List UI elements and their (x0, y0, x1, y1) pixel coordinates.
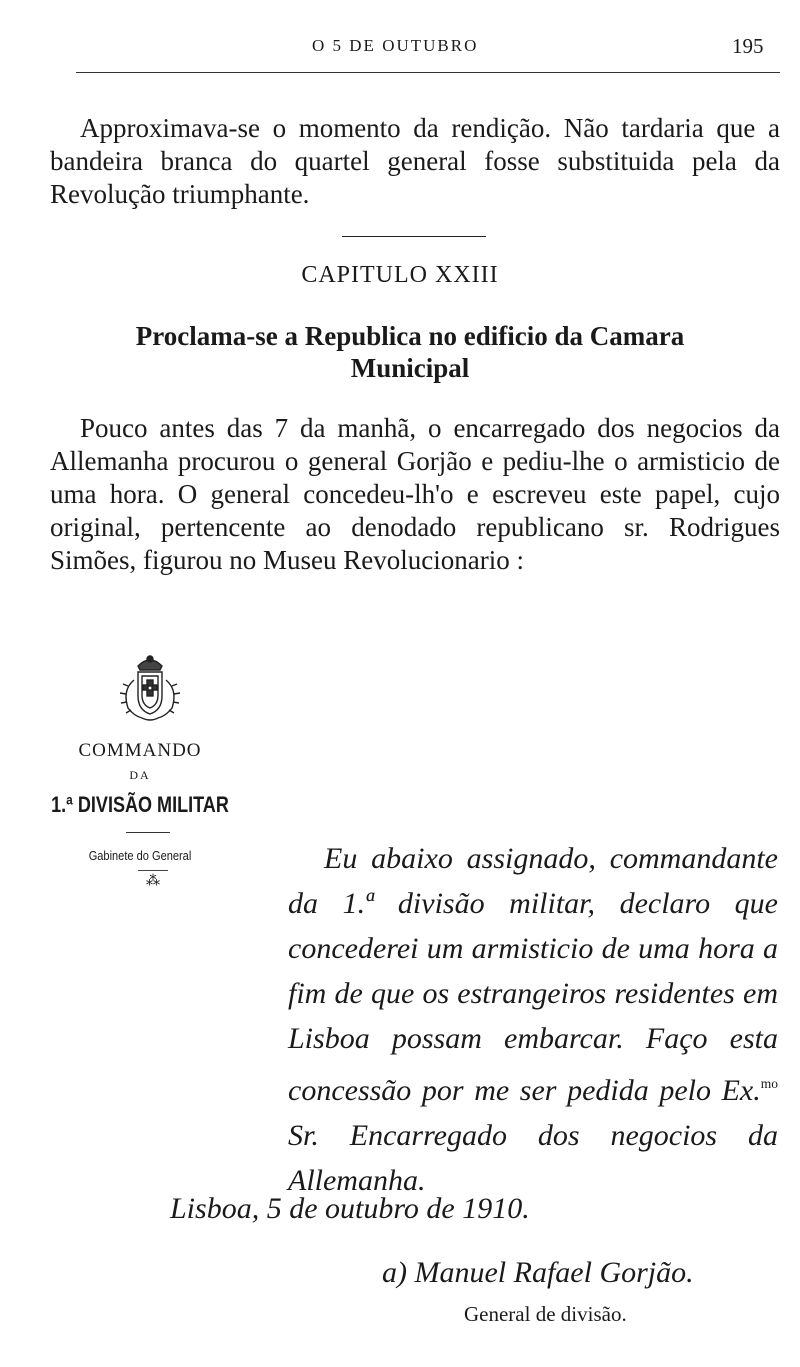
letterhead-rule-small (138, 870, 168, 871)
letter-signature: a) Manuel Rafael Gorjão. (382, 1256, 694, 1289)
page-number: 195 (732, 34, 764, 58)
paragraph-2-text: Pouco antes das 7 da manhã, o encarregado dos negocios da Allemanha procurou o general Gorjão e pediu-lhe o armisticio de uma hora. O general concedeu-lh'o e escreveu este papel, cujo original, pertencente ao denodado republicano sr. Rodrigues Simões, figurou no Museu Revolucionario : (50, 413, 780, 575)
chapter-title (60, 320, 760, 384)
letterhead-division: 1.ª DIVISÃO MILITAR (51, 792, 229, 817)
header-rule (76, 72, 780, 73)
running-title: O 5 DE OUTUBRO (312, 36, 479, 55)
running-header (0, 36, 800, 66)
letter-text-end: Sr. Encarregado dos negocios da Allemanha. (288, 1119, 778, 1198)
letter-body (288, 836, 778, 1203)
paragraph-2 (50, 412, 780, 577)
royal-coat-of-arms-icon (112, 650, 188, 726)
letter-dateline: Lisboa, 5 de outubro de 1910. (170, 1192, 530, 1225)
signature-title: General de divisão. (464, 1302, 627, 1326)
section-separator (342, 236, 486, 237)
paragraph-1-text: Approximava-se o momento da rendição. Não tardaria que a bandeira branca do quartel general fosse substituida pela da Revolução triumphante. (50, 113, 780, 209)
letterhead-rule (126, 832, 170, 833)
asterism-icon: ⁂ (146, 874, 160, 889)
letter-superscript: mo (760, 1076, 778, 1091)
chapter-title-line-1: Proclama-se a Republica no edificio da Camara (135, 321, 685, 351)
letter-text-main: Eu abaixo assignado, commandante da 1.ª divisão militar, declaro que concederei um armisticio de uma hora a fim de que os estrangeiros residentes em Lisboa possam embarcar. Faço esta concessão por me ser pedida pelo Ex. (288, 842, 778, 1108)
chapter-label: CAPITULO XXIII (301, 262, 499, 288)
chapter-title-line-2: Municipal (350, 353, 470, 383)
paragraph-1 (50, 112, 780, 211)
letterhead-cabinet: Gabinete do General (88, 848, 192, 863)
letterhead-da: DA (129, 768, 151, 782)
letterhead-command: COMMANDO (78, 740, 202, 761)
